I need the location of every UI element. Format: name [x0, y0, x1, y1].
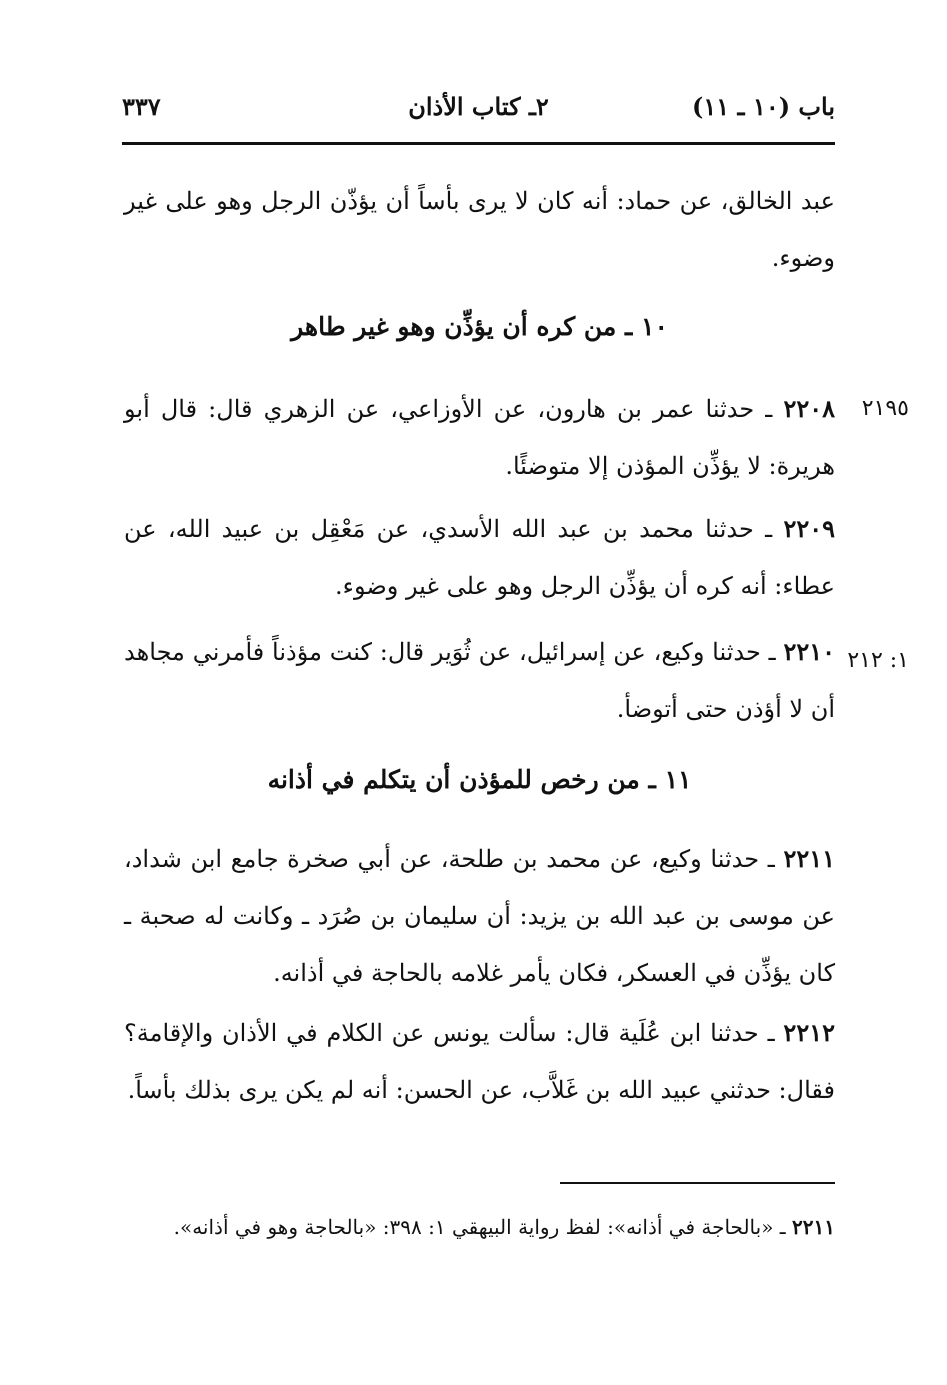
footnote-divider — [560, 1182, 835, 1184]
footnote-text: ـ «بالحاجة في أذانه»: لفظ رواية البيهقي ١: ٣٩٨: «بالحاجة وهو في أذانه». — [173, 1215, 786, 1239]
margin-reference: ٢١٩٥ — [861, 396, 909, 421]
hadith-entry — [124, 500, 835, 615]
footnote-number: ٢٢١١ — [792, 1215, 835, 1239]
hadith-number: ٢٢٠٨ — [783, 394, 835, 423]
margin-reference: ١: ٢١٢ — [847, 648, 909, 673]
hadith-entry — [124, 830, 835, 1002]
hadith-number: ٢٢١٠ — [783, 637, 835, 666]
hadith-number: ٢٢٠٩ — [783, 514, 835, 543]
chapter-label: باب (١٠ ـ ١١) — [692, 92, 835, 121]
hadith-text: ـ حدثنا وكيع، عن إسرائيل، عن ثُوَير قال: كنت مؤذناً فأمرني مجاهد أن لا أؤذن حتى أتوضأ. — [124, 638, 835, 723]
book-title: ٢ـ كتاب الأذان — [408, 92, 549, 121]
page-number: ٣٣٧ — [122, 92, 161, 121]
hadith-text: ـ حدثنا ابن عُلَية قال: سألت يونس عن الكلام في الأذان والإقامة؟ فقال: حدثني عبيد الله بن غَلاَّب، عن الحسن: أنه لم يكن يرى بذلك بأساً. — [124, 1019, 835, 1104]
running-header — [122, 92, 835, 132]
section-11-heading: ١١ ـ من رخص للمؤذن أن يتكلم في أذانه — [267, 765, 692, 794]
footnote — [124, 1205, 835, 1249]
hadith-entry — [124, 1004, 835, 1119]
hadith-text: ـ حدثنا محمد بن عبد الله الأسدي، عن مَعْقِل بن عبيد الله، عن عطاء: أنه كره أن يؤذِّن الرجل وهو على غير وضوء. — [124, 515, 835, 600]
header-divider — [122, 142, 835, 145]
hadith-entry — [124, 623, 835, 738]
intro-paragraph: عبد الخالق، عن حماد: أنه كان لا يرى بأساً أن يؤذّن الرجل وهو على غير وضوء. — [124, 187, 835, 272]
section-10-heading: ١٠ ـ من كره أن يؤذِّن وهو غير طاهر — [291, 312, 668, 341]
hadith-number: ٢٢١١ — [783, 844, 835, 873]
hadith-number: ٢٢١٢ — [783, 1018, 835, 1047]
hadith-text: ـ حدثنا وكيع، عن محمد بن طلحة، عن أبي صخرة جامع ابن شداد، عن موسى بن عبد الله بن يزيد: أن سليمان بن صُرَد ـ وكانت له صحبة ـ كان يؤذِّن في العسكر، فكان يأمر غلامه بالحاجة في أذانه. — [124, 845, 836, 987]
hadith-entry — [124, 380, 835, 495]
hadith-text: ـ حدثنا عمر بن هارون، عن الأوزاعي، عن الزهري قال: قال أبو هريرة: لا يؤذِّن المؤذن إلا متوضئًا. — [124, 395, 835, 480]
